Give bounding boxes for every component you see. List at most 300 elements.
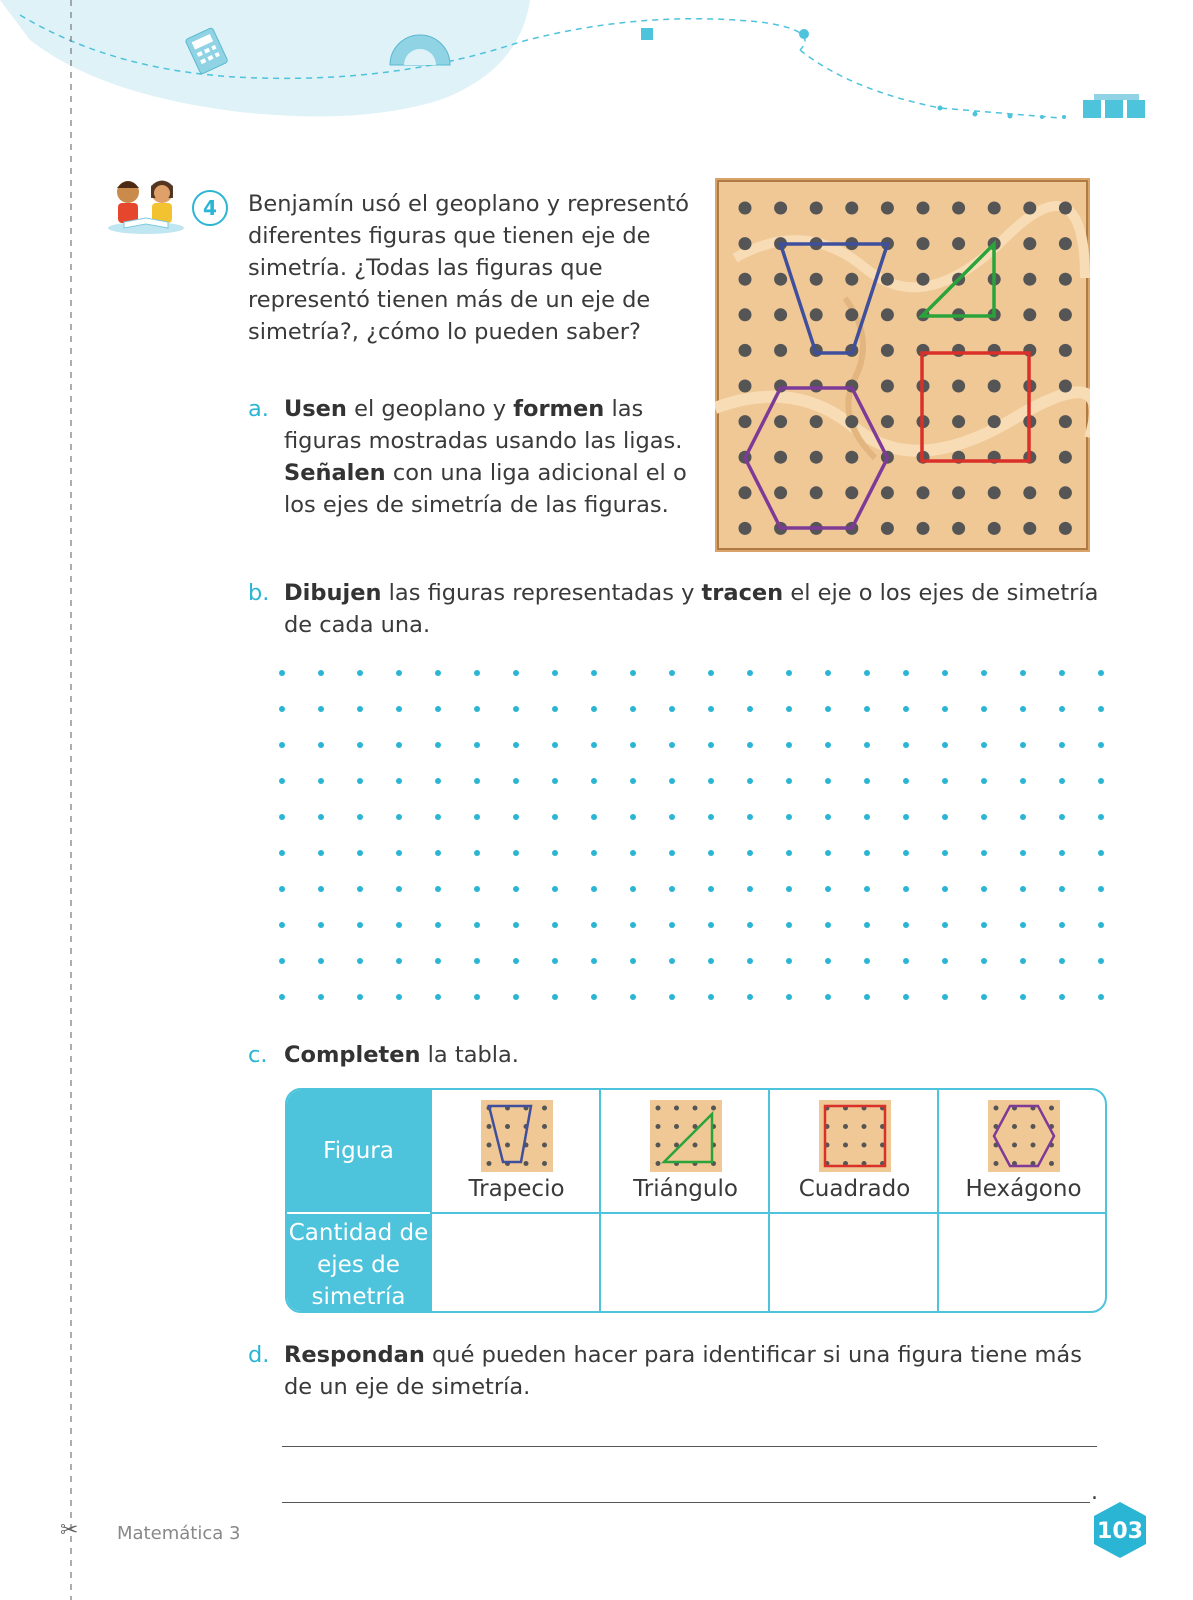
grid-dot <box>903 706 909 712</box>
grid-dot <box>903 922 909 928</box>
grid-dot <box>747 886 753 892</box>
grid-dot <box>396 922 402 928</box>
geoboard-peg <box>1059 344 1072 357</box>
geoboard-peg <box>881 380 894 393</box>
geoboard-peg <box>774 202 787 215</box>
grid-dot <box>981 706 987 712</box>
item-c <box>248 1039 984 1071</box>
grid-dot <box>1059 706 1065 712</box>
grid-dot <box>630 814 636 820</box>
geoboard-peg <box>1059 380 1072 393</box>
grid-dot <box>786 958 792 964</box>
geoboard-peg <box>845 451 858 464</box>
grid-dot <box>474 886 480 892</box>
grid-dot <box>708 958 714 964</box>
grid-dot <box>435 850 441 856</box>
header-decoration <box>0 0 1193 150</box>
grid-dot <box>357 850 363 856</box>
grid-dot <box>825 706 831 712</box>
item-b-verb-2: tracen <box>701 580 784 606</box>
grid-dot <box>669 886 675 892</box>
geoboard-peg <box>810 451 823 464</box>
grid-dot <box>825 886 831 892</box>
item-b <box>248 577 1114 641</box>
grid-dot <box>1059 778 1065 784</box>
grid-dot <box>903 886 909 892</box>
thumbnail-peg <box>486 1143 491 1148</box>
grid-dot <box>825 814 831 820</box>
geoboard-peg <box>881 486 894 499</box>
grid-dot <box>396 706 402 712</box>
grid-dot <box>786 814 792 820</box>
answer-cell-hexagono[interactable] <box>939 1214 1107 1311</box>
grid-dot <box>513 994 519 1000</box>
grid-dot <box>513 814 519 820</box>
grid-dot <box>864 850 870 856</box>
geoboard-peg <box>810 273 823 286</box>
grid-dot <box>357 886 363 892</box>
grid-dot <box>357 994 363 1000</box>
grid-dot <box>396 886 402 892</box>
grid-dot <box>708 922 714 928</box>
grid-dot <box>708 814 714 820</box>
grid-dot <box>435 958 441 964</box>
item-d-text-1: qué pueden hacer para identificar si una figura tiene más de un eje de simetría. <box>284 1342 1082 1400</box>
thumbnail-peg <box>1012 1143 1017 1148</box>
grid-dot <box>786 994 792 1000</box>
geoboard-peg <box>739 344 752 357</box>
answer-line-2[interactable] <box>282 1502 1090 1503</box>
grid-dot <box>279 706 285 712</box>
geoboard-peg <box>881 415 894 428</box>
grid-dot <box>552 958 558 964</box>
grid-dot <box>552 742 558 748</box>
grid-dot <box>708 850 714 856</box>
grid-dot <box>318 922 324 928</box>
grid-dot <box>825 670 831 676</box>
thumbnail-peg <box>505 1143 510 1148</box>
geoboard-peg <box>810 415 823 428</box>
grid-dot <box>669 850 675 856</box>
grid-dot <box>1098 814 1104 820</box>
geoboard-peg <box>774 415 787 428</box>
item-b-text-1: las figuras representadas y <box>381 580 702 606</box>
geoboard-peg <box>952 415 965 428</box>
grid-dot <box>1098 706 1104 712</box>
grid-dot <box>1020 994 1026 1000</box>
grid-dot <box>318 778 324 784</box>
geoboard-illustration <box>715 178 1090 552</box>
grid-dot <box>942 922 948 928</box>
grid-dot <box>669 706 675 712</box>
geoboard-peg <box>988 415 1001 428</box>
geoboard-peg <box>881 202 894 215</box>
geoboard-peg <box>1059 308 1072 321</box>
trapezoid-thumbnail-icon <box>481 1100 553 1172</box>
grid-dot <box>396 994 402 1000</box>
geoboard-peg <box>952 486 965 499</box>
cube-icon <box>641 28 653 40</box>
grid-dot <box>552 670 558 676</box>
grid-dot <box>942 670 948 676</box>
grid-dot <box>279 958 285 964</box>
geoboard-peg <box>952 522 965 535</box>
grid-dot <box>864 958 870 964</box>
grid-dot <box>1098 922 1104 928</box>
grid-dot <box>513 886 519 892</box>
geoboard-peg <box>774 273 787 286</box>
grid-dot <box>396 958 402 964</box>
geoboard-peg <box>774 344 787 357</box>
grid-dot <box>1098 742 1104 748</box>
grid-dot <box>786 670 792 676</box>
grid-dot <box>513 850 519 856</box>
grid-dot <box>513 706 519 712</box>
grid-dot <box>1020 706 1026 712</box>
grid-dot <box>318 850 324 856</box>
grid-dot <box>396 670 402 676</box>
grid-dot <box>1059 958 1065 964</box>
grid-dot <box>591 886 597 892</box>
grid-dot <box>396 778 402 784</box>
grid-dot <box>1020 850 1026 856</box>
grid-dot <box>1020 958 1026 964</box>
grid-dot <box>864 778 870 784</box>
grid-dot <box>591 778 597 784</box>
item-a-verb-2: formen <box>513 396 605 422</box>
grid-dot <box>435 670 441 676</box>
geoboard-peg <box>1059 522 1072 535</box>
grid-dot <box>903 778 909 784</box>
grid-dot <box>435 994 441 1000</box>
geoboard-peg <box>845 202 858 215</box>
thumbnail-peg <box>861 1124 866 1129</box>
answer-line-1[interactable] <box>282 1446 1097 1447</box>
figure-name: Hexágono <box>965 1176 1082 1202</box>
cubes-icon <box>1083 94 1145 118</box>
grid-dot <box>474 994 480 1000</box>
grid-dot <box>279 994 285 1000</box>
item-a-text-3: con una liga adicional el o los ejes de simetría de las figuras. <box>284 460 687 518</box>
geoboard-peg <box>739 237 752 250</box>
grid-dot <box>825 850 831 856</box>
table-figure-trapecio <box>432 1090 601 1212</box>
grid-dot <box>357 778 363 784</box>
thumbnail-peg <box>993 1161 998 1166</box>
grid-dot <box>1020 886 1026 892</box>
thumbnail-peg <box>1030 1143 1035 1148</box>
item-b-verb-1: Dibujen <box>284 580 382 606</box>
grid-dot <box>747 850 753 856</box>
answer-cell-triangulo[interactable] <box>601 1214 768 1311</box>
grid-dot <box>435 742 441 748</box>
grid-dot <box>630 886 636 892</box>
grid-dot <box>474 706 480 712</box>
grid-dot <box>513 958 519 964</box>
geoboard-peg <box>1023 237 1036 250</box>
grid-dot <box>630 850 636 856</box>
geoboard-peg <box>881 344 894 357</box>
grid-dot <box>1020 670 1026 676</box>
grid-dot <box>981 670 987 676</box>
geoboard-peg <box>1023 522 1036 535</box>
grid-dot <box>552 922 558 928</box>
grid-dot <box>318 706 324 712</box>
thumbnail-peg <box>692 1106 697 1111</box>
grid-dot <box>747 706 753 712</box>
geoboard-peg <box>845 308 858 321</box>
grid-dot <box>552 994 558 1000</box>
thumbnail-peg <box>542 1106 547 1111</box>
item-d-label: d. <box>248 1342 270 1368</box>
geoboard-peg <box>774 308 787 321</box>
grid-dot <box>552 886 558 892</box>
geoboard-peg <box>881 522 894 535</box>
grid-dot <box>552 706 558 712</box>
grid-dot <box>1059 994 1065 1000</box>
grid-dot <box>669 778 675 784</box>
grid-dot <box>942 706 948 712</box>
grid-dot <box>747 922 753 928</box>
thumbnail-peg <box>655 1143 660 1148</box>
square-thumbnail-icon <box>819 1100 891 1172</box>
grid-dot <box>1020 814 1026 820</box>
geoboard-peg <box>917 237 930 250</box>
grid-dot <box>903 814 909 820</box>
thumbnail-peg <box>1049 1106 1054 1111</box>
geoboard-peg <box>988 522 1001 535</box>
thumbnail-peg <box>1030 1124 1035 1129</box>
geoboard-peg <box>881 273 894 286</box>
geoboard-peg <box>739 202 752 215</box>
grid-dot <box>669 994 675 1000</box>
table-figure-hexagono <box>939 1090 1107 1212</box>
triangle-thumbnail-icon <box>650 1100 722 1172</box>
grid-dot <box>708 994 714 1000</box>
table-header-cantidad: Cantidad de ejes de simetría <box>287 1212 430 1313</box>
children-reading-icon <box>106 172 186 236</box>
grid-dot <box>513 670 519 676</box>
item-c-label: c. <box>248 1042 268 1068</box>
grid-dot <box>435 706 441 712</box>
grid-dot <box>981 814 987 820</box>
geoboard-peg <box>988 380 1001 393</box>
grid-dot <box>786 706 792 712</box>
grid-dot <box>357 670 363 676</box>
geoboard-peg <box>1059 237 1072 250</box>
grid-dot <box>318 994 324 1000</box>
grid-dot <box>864 814 870 820</box>
geoboard-peg <box>810 308 823 321</box>
grid-dot <box>825 994 831 1000</box>
item-d <box>248 1339 1114 1403</box>
grid-dot <box>786 850 792 856</box>
scissors-icon: ✂ <box>60 1518 79 1543</box>
geoboard-peg <box>845 486 858 499</box>
grid-dot <box>1098 994 1104 1000</box>
item-c-text-1: la tabla. <box>420 1042 519 1068</box>
geoboard-peg <box>739 522 752 535</box>
grid-dot <box>708 778 714 784</box>
grid-dot <box>981 850 987 856</box>
grid-dot <box>903 994 909 1000</box>
grid-dot <box>708 706 714 712</box>
thumbnail-peg <box>674 1106 679 1111</box>
geoboard-peg <box>1059 451 1072 464</box>
grid-dot <box>981 922 987 928</box>
grid-dot <box>279 742 285 748</box>
geoboard-peg <box>1059 273 1072 286</box>
geoboard-peg <box>739 308 752 321</box>
grid-dot <box>708 886 714 892</box>
grid-dot <box>279 850 285 856</box>
grid-dot <box>474 958 480 964</box>
grid-dot <box>474 922 480 928</box>
grid-dot <box>591 922 597 928</box>
grid-dot <box>786 778 792 784</box>
geoboard-peg <box>739 380 752 393</box>
geoboard-peg <box>774 486 787 499</box>
footer-book-title: Matemática 3 <box>117 1523 241 1544</box>
grid-dot <box>1059 850 1065 856</box>
thumbnail-peg <box>542 1161 547 1166</box>
geoboard-peg <box>952 237 965 250</box>
cut-line <box>70 0 72 1600</box>
item-d-verb-1: Respondan <box>284 1342 425 1368</box>
grid-dot <box>1098 958 1104 964</box>
thumbnail-peg <box>655 1106 660 1111</box>
grid-dot <box>747 994 753 1000</box>
geoboard-peg <box>810 202 823 215</box>
grid-dot <box>903 958 909 964</box>
geoboard-peg <box>988 486 1001 499</box>
grid-dot <box>1020 742 1026 748</box>
grid-dot <box>435 814 441 820</box>
grid-dot <box>747 814 753 820</box>
dot-grid-drawing-area[interactable] <box>278 669 1118 1019</box>
grid-dot <box>903 850 909 856</box>
grid-dot <box>1059 886 1065 892</box>
grid-dot <box>552 814 558 820</box>
grid-dot <box>747 778 753 784</box>
geoboard-peg <box>739 273 752 286</box>
grid-dot <box>552 778 558 784</box>
thumbnail-peg <box>655 1124 660 1129</box>
geoboard-peg <box>845 273 858 286</box>
grid-dot <box>396 742 402 748</box>
grid-dot <box>591 994 597 1000</box>
answer-cell-cuadrado[interactable] <box>770 1214 937 1311</box>
thumbnail-peg <box>1049 1161 1054 1166</box>
grid-dot <box>825 922 831 928</box>
grid-dot <box>630 778 636 784</box>
grid-dot <box>630 670 636 676</box>
hexagon-thumbnail-icon <box>988 1100 1060 1172</box>
answer-cell-trapecio[interactable] <box>432 1214 599 1311</box>
thumbnail-peg <box>843 1143 848 1148</box>
geoboard-peg <box>988 202 1001 215</box>
grid-dot <box>591 958 597 964</box>
thumbnail-peg <box>861 1143 866 1148</box>
thumbnail-peg <box>692 1143 697 1148</box>
grid-dot <box>981 742 987 748</box>
grid-dot <box>318 886 324 892</box>
thumbnail-peg <box>505 1124 510 1129</box>
table-figure-triangulo <box>601 1090 770 1212</box>
grid-dot <box>786 742 792 748</box>
thumbnail-peg <box>486 1161 491 1166</box>
grid-dot <box>357 958 363 964</box>
grid-dot <box>903 670 909 676</box>
geoboard-peg <box>917 273 930 286</box>
table-figure-cuadrado <box>770 1090 939 1212</box>
grid-dot <box>1020 778 1026 784</box>
item-a-verb-3: Señalen <box>284 460 386 486</box>
grid-dot <box>942 886 948 892</box>
grid-dot <box>630 922 636 928</box>
exercise-number-badge: 4 <box>192 190 228 226</box>
geoboard-peg <box>1059 486 1072 499</box>
grid-dot <box>942 850 948 856</box>
grid-dot <box>1020 922 1026 928</box>
thumbnail-peg <box>523 1161 528 1166</box>
grid-dot <box>942 958 948 964</box>
grid-dot <box>357 922 363 928</box>
symmetry-table <box>285 1088 1107 1313</box>
geoboard-peg <box>810 486 823 499</box>
grid-dot <box>825 742 831 748</box>
grid-dot <box>669 922 675 928</box>
grid-dot <box>864 742 870 748</box>
grid-dot <box>747 742 753 748</box>
grid-dot <box>903 742 909 748</box>
item-a <box>248 393 694 521</box>
grid-dot <box>1098 886 1104 892</box>
geoboard-peg <box>1023 273 1036 286</box>
grid-dot <box>630 742 636 748</box>
geoboard-peg <box>917 202 930 215</box>
geoboard-peg <box>1023 202 1036 215</box>
grid-dot <box>474 670 480 676</box>
item-c-verb-1: Completen <box>284 1042 421 1068</box>
geoboard-peg <box>1023 486 1036 499</box>
item-a-text-1: el geoplano y <box>346 396 514 422</box>
grid-dot <box>669 742 675 748</box>
grid-dot <box>747 670 753 676</box>
thumbnail-peg <box>542 1124 547 1129</box>
item-a-label: a. <box>248 396 269 422</box>
thumbnail-peg <box>1012 1124 1017 1129</box>
geoboard-peg <box>810 380 823 393</box>
grid-dot <box>942 742 948 748</box>
grid-dot <box>474 742 480 748</box>
geoboard-peg <box>774 451 787 464</box>
grid-dot <box>279 814 285 820</box>
grid-dot <box>279 922 285 928</box>
thumbnail-peg <box>843 1124 848 1129</box>
figure-name: Cuadrado <box>798 1176 911 1202</box>
grid-dot <box>981 778 987 784</box>
item-a-verb-1: Usen <box>284 396 347 422</box>
grid-dot <box>513 742 519 748</box>
grid-dot <box>513 778 519 784</box>
grid-dot <box>630 706 636 712</box>
geoboard-peg <box>952 202 965 215</box>
grid-dot <box>474 814 480 820</box>
grid-dot <box>708 670 714 676</box>
grid-dot <box>747 958 753 964</box>
grid-dot <box>591 670 597 676</box>
